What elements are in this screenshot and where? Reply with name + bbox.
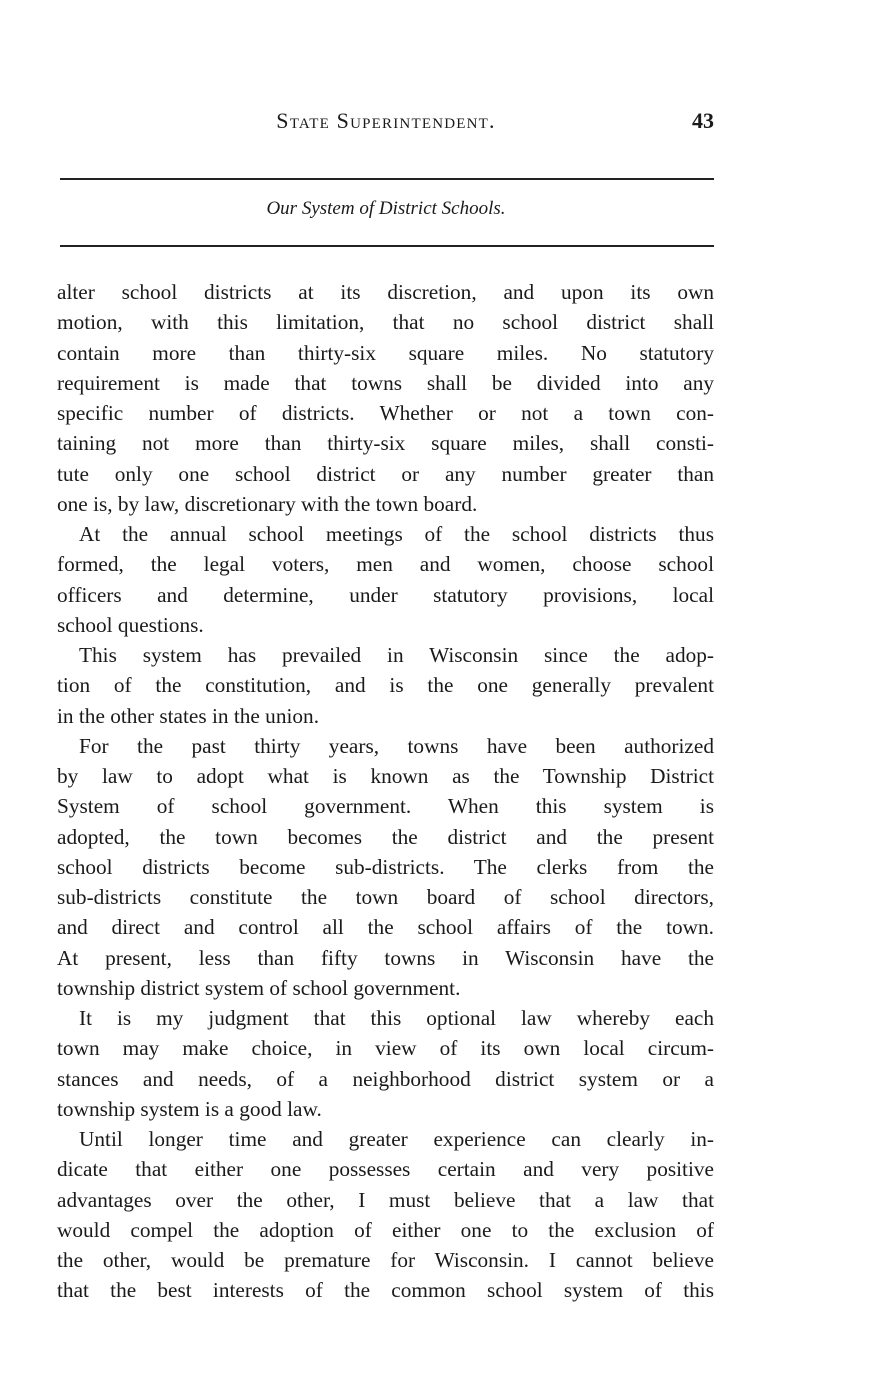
page-number: 43: [692, 108, 714, 133]
text-line: For the past thirty years, towns have been authorized: [79, 733, 714, 758]
text-line: tute only one school district or any number greater than: [57, 461, 714, 486]
text-line: town may make choice, in view of its own local circum-: [57, 1036, 714, 1061]
text-line: At present, less than fifty towns in Wisconsin have the: [57, 945, 714, 970]
text-line: dicate that either one possesses certain and very positive: [57, 1157, 714, 1182]
running-title: State Superintendent.: [276, 108, 496, 133]
text-line: the other, would be premature for Wisconsin. I cannot believe: [57, 1248, 714, 1272]
text-line: tion of the constitution, and is the one generally prevalent: [57, 673, 714, 698]
text-line: formed, the legal voters, men and women, choose school: [57, 552, 714, 577]
text-line: contain more than thirty-six square miles. No statutory: [57, 340, 714, 365]
text-line: would compel the adoption of either one to the exclusion of: [57, 1217, 714, 1242]
text-line: alter school districts at its discretion, and upon its own: [57, 280, 714, 304]
text-line: township district system of school government.: [57, 975, 461, 1000]
text-line: by law to adopt what is known as the Township District: [57, 764, 714, 788]
text-line: This system has prevailed in Wisconsin since the adop-: [79, 643, 714, 667]
text-line: that the best interests of the common school system of this: [57, 1278, 714, 1303]
text-line: one is, by law, discretionary with the town board.: [57, 491, 478, 516]
text-line: requirement is made that towns shall be divided into any: [57, 370, 714, 395]
text-line: At the annual school meetings of the school districts thus: [79, 522, 714, 546]
text-line: System of school government. When this system is: [57, 794, 714, 819]
text-line: and direct and control all the school affairs of the town.: [57, 915, 714, 940]
text-line: specific number of districts. Whether or not a town con-: [57, 401, 714, 425]
text-line: taining not more than thirty-six square miles, shall consti-: [57, 431, 714, 456]
text-line: sub-districts constitute the town board of school directors,: [57, 885, 714, 909]
text-line: Until longer time and greater experience can clearly in-: [79, 1127, 714, 1151]
text-line: school districts become sub-districts. The clerks from the: [57, 854, 714, 879]
text-line: in the other states in the union.: [57, 703, 320, 728]
text-line: township system is a good law.: [57, 1096, 322, 1121]
text-line: motion, with this limitation, that no school district shall: [57, 310, 714, 335]
text-line: officers and determine, under statutory provisions, local: [57, 582, 714, 607]
header-rule-bottom: [60, 245, 714, 247]
text-line: school questions.: [57, 612, 204, 637]
section-title: Our System of District Schools.: [266, 198, 506, 219]
text-line: advantages over the other, I must believe that a law that: [57, 1187, 714, 1212]
page-header: [58, 108, 714, 144]
header-rule-top: [60, 178, 714, 180]
text-line: adopted, the town becomes the district and the present: [57, 824, 714, 849]
text-line: It is my judgment that this optional law whereby each: [79, 1006, 714, 1030]
body-text: [57, 277, 714, 1306]
text-line: stances and needs, of a neighborhood district system or a: [57, 1066, 714, 1091]
